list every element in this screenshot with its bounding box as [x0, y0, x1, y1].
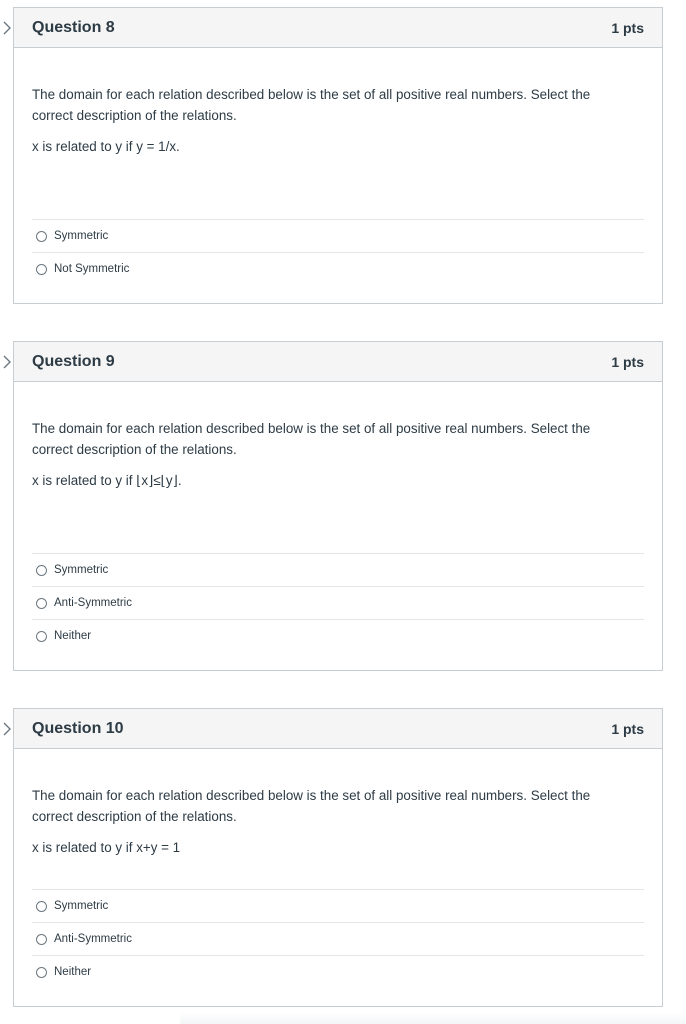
answer-list: [32, 553, 644, 652]
answer-label: Anti-Symmetric: [54, 933, 132, 945]
question-points: 1 pts: [611, 720, 644, 737]
chevron-right-icon[interactable]: [1, 721, 13, 737]
question-body: [14, 48, 662, 157]
question-9-card: [13, 341, 663, 671]
radio-button[interactable]: [36, 264, 47, 275]
answer-list: [32, 889, 644, 988]
bottom-fade: [180, 1012, 686, 1024]
question-relation: x is related to y if y = 1/x.: [32, 139, 180, 154]
answer-list: [32, 219, 644, 285]
question-body: [14, 749, 662, 858]
question-title: Question 10: [32, 719, 124, 737]
answer-label: Symmetric: [54, 900, 109, 912]
question-relation: x is related to y if x+y = 1: [32, 840, 181, 855]
answer-option-anti-symmetric[interactable]: [32, 586, 644, 619]
answer-label: Neither: [54, 966, 92, 978]
answer-label: Symmetric: [54, 230, 109, 242]
answer-option-neither[interactable]: [32, 619, 644, 652]
answer-label: Neither: [54, 630, 92, 642]
question-prompt: The domain for each relation described below is the set of all positive real numbers. Select the correct description of the relations.: [32, 788, 591, 824]
question-header: [14, 709, 662, 749]
answer-option-neither[interactable]: [32, 955, 644, 988]
answer-option-not-symmetric[interactable]: [32, 252, 644, 285]
question-header: [14, 8, 662, 48]
question-10-card: [13, 708, 663, 1007]
answer-option-symmetric[interactable]: [32, 219, 644, 252]
answer-label: Not Symmetric: [54, 263, 130, 275]
answer-label: Symmetric: [54, 564, 109, 576]
question-prompt: The domain for each relation described below is the set of all positive real numbers. Select the correct description of the relations.: [32, 421, 591, 457]
radio-button[interactable]: [36, 631, 47, 642]
chevron-right-icon[interactable]: [1, 20, 13, 36]
question-body: [14, 382, 662, 491]
radio-button[interactable]: [36, 901, 47, 912]
question-points: 1 pts: [611, 19, 644, 36]
radio-button[interactable]: [36, 967, 47, 978]
radio-button[interactable]: [36, 231, 47, 242]
question-header: [14, 342, 662, 382]
chevron-right-icon[interactable]: [1, 354, 13, 370]
answer-option-anti-symmetric[interactable]: [32, 922, 644, 955]
answer-option-symmetric[interactable]: [32, 553, 644, 586]
answer-option-symmetric[interactable]: [32, 889, 644, 922]
question-title: Question 8: [32, 18, 115, 36]
radio-button[interactable]: [36, 598, 47, 609]
radio-button[interactable]: [36, 565, 47, 576]
question-8-card: [13, 7, 663, 304]
question-prompt: The domain for each relation described below is the set of all positive real numbers. Select the correct description of the relations.: [32, 87, 591, 123]
question-points: 1 pts: [611, 353, 644, 370]
radio-button[interactable]: [36, 934, 47, 945]
question-relation: x is related to y if ⌊x⌋≤⌊y⌋.: [32, 473, 182, 488]
answer-label: Anti-Symmetric: [54, 597, 132, 609]
question-title: Question 9: [32, 352, 115, 370]
